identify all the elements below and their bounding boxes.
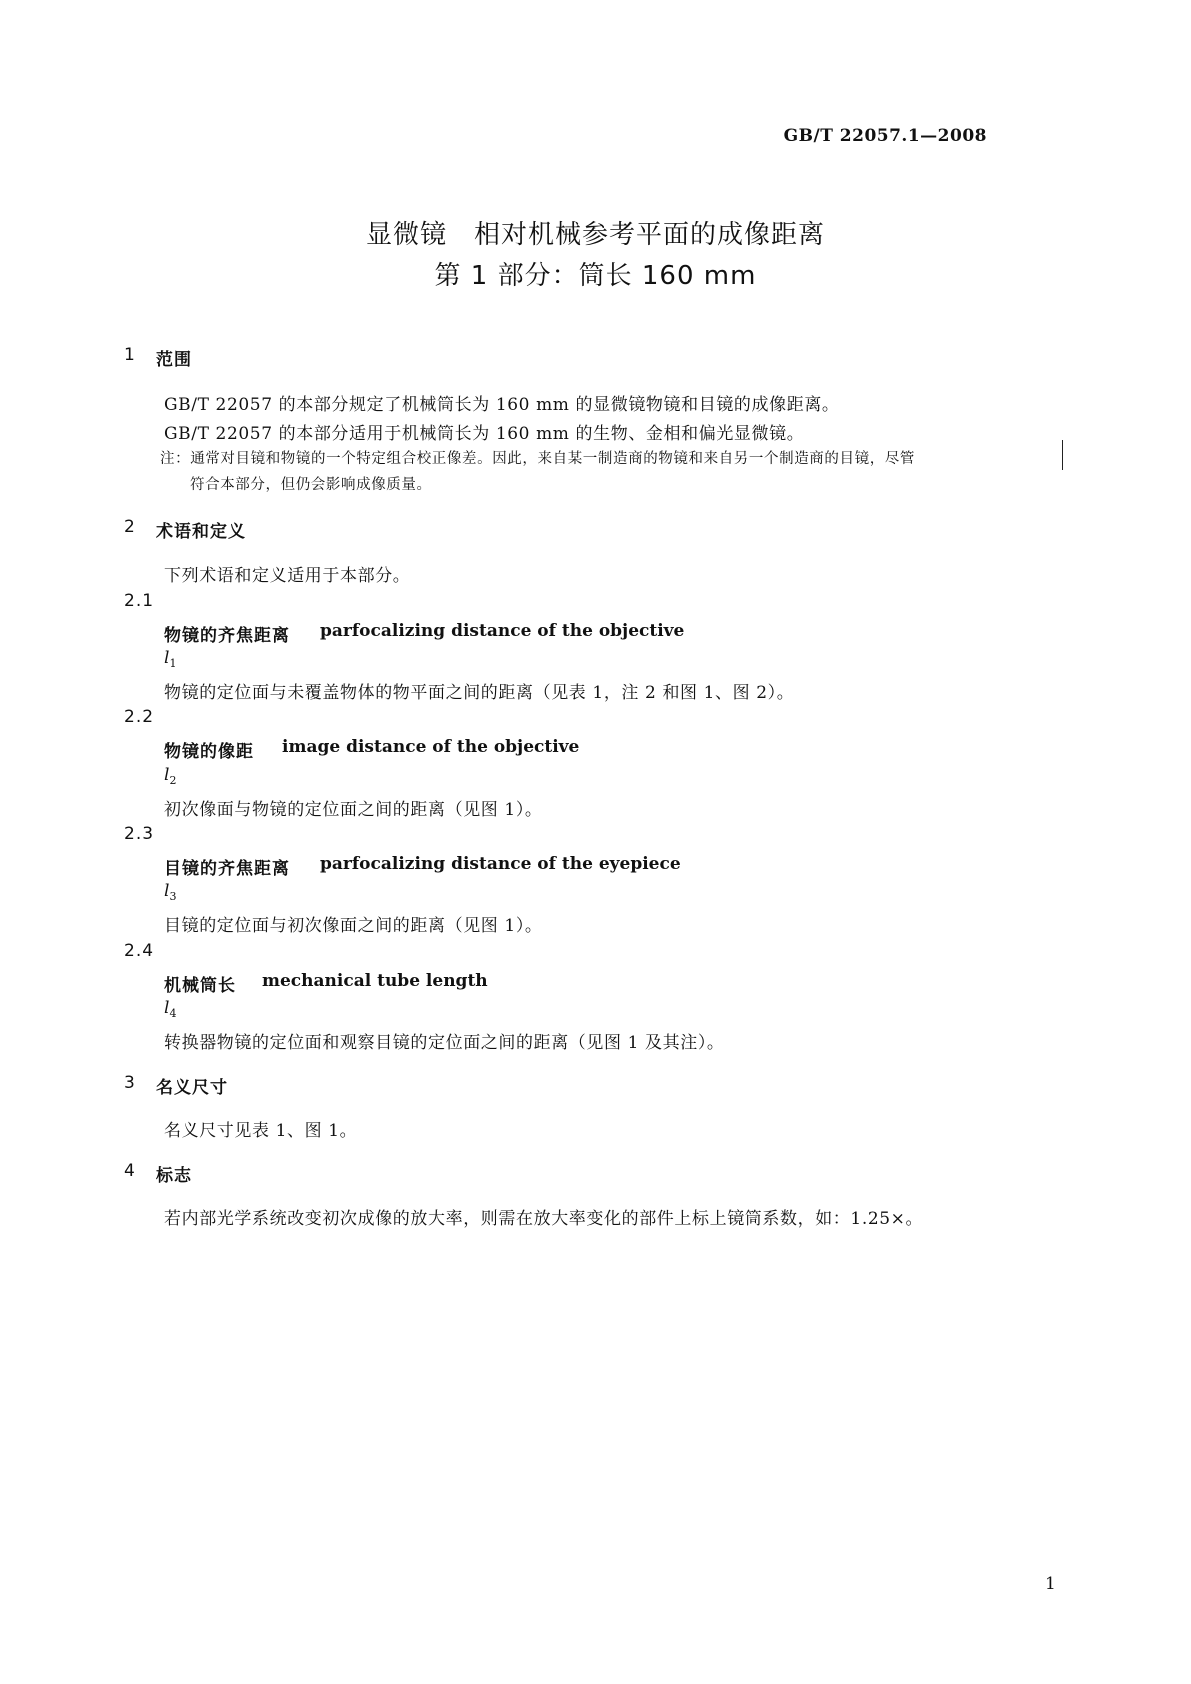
- term-2-1-definition: 物镜的定位面与未覆盖物体的物平面之间的距离（见表 1，注 2 和图 1、图 2）。: [164, 683, 795, 703]
- section-1-paragraph-1: GB/T 22057 的本部分规定了机械筒长为 160 mm 的显微镜物镜和目镜的成像距离。: [164, 395, 840, 415]
- section-1-paragraph-2: GB/T 22057 的本部分适用于机械筒长为 160 mm 的生物、金相和偏光显微镜。: [164, 424, 805, 444]
- symbol-letter: l: [164, 881, 170, 901]
- section-2-intro: 下列术语和定义适用于本部分。: [164, 566, 411, 586]
- term-2-1-english: parfocalizing distance of the objective: [320, 621, 685, 641]
- section-1-number: 1: [124, 345, 136, 365]
- section-1-note-line-1: 注：通常对目镜和物镜的一个特定组合校正像差。因此，来自某一制造商的物镜和来自另一个制造商的目镜，尽管: [160, 451, 915, 467]
- section-3-paragraph: 名义尺寸见表 1、图 1。: [164, 1121, 358, 1141]
- symbol-subscript: 2: [169, 774, 177, 787]
- section-2-number: 2: [124, 517, 136, 537]
- term-2-3-english: parfocalizing distance of the eyepiece: [320, 854, 681, 874]
- term-2-2-definition: 初次像面与物镜的定位面之间的距离（见图 1）。: [164, 800, 543, 820]
- section-2-title: 术语和定义: [156, 522, 246, 542]
- section-4-number: 4: [124, 1161, 136, 1181]
- symbol-subscript: 1: [169, 657, 177, 670]
- term-2-4-number: 2.4: [124, 941, 155, 961]
- term-2-4-english: mechanical tube length: [262, 971, 488, 991]
- section-1-note-line-2: 符合本部分，但仍会影响成像质量。: [190, 477, 432, 493]
- term-2-4-definition: 转换器物镜的定位面和观察目镜的定位面之间的距离（见图 1 及其注）。: [164, 1033, 725, 1053]
- term-2-1-chinese: 物镜的齐焦距离: [164, 626, 290, 646]
- symbol-letter: l: [164, 998, 170, 1018]
- term-2-3-number: 2.3: [124, 824, 155, 844]
- change-bar: [1062, 440, 1063, 470]
- term-2-2-chinese: 物镜的像距: [164, 742, 254, 762]
- term-2-4-symbol: [164, 998, 176, 1020]
- term-2-2-number: 2.2: [124, 707, 155, 727]
- term-2-3-symbol: [164, 881, 176, 903]
- section-3-title: 名义尺寸: [156, 1078, 228, 1098]
- symbol-subscript: 3: [169, 890, 177, 903]
- term-2-3-chinese: 目镜的齐焦距离: [164, 859, 290, 879]
- section-4-paragraph: 若内部光学系统改变初次成像的放大率，则需在放大率变化的部件上标上镜筒系数，如：1.25×。: [164, 1209, 924, 1229]
- term-2-1-number: 2.1: [124, 591, 155, 611]
- symbol-subscript: 4: [169, 1007, 177, 1020]
- symbol-letter: l: [164, 765, 170, 785]
- section-4-title: 标志: [156, 1166, 192, 1186]
- symbol-letter: l: [164, 648, 170, 668]
- term-2-2-symbol: [164, 765, 176, 787]
- term-2-3-definition: 目镜的定位面与初次像面之间的距离（见图 1）。: [164, 916, 543, 936]
- page-title-line1: 显微镜 相对机械参考平面的成像距离: [365, 220, 825, 250]
- standard-number: GB/T 22057.1—2008: [783, 126, 987, 146]
- term-2-1-symbol: [164, 648, 176, 670]
- section-3-number: 3: [124, 1073, 136, 1093]
- term-2-4-chinese: 机械筒长: [164, 976, 236, 996]
- section-1-title: 范围: [156, 350, 192, 370]
- page-number: 1: [1045, 1574, 1056, 1594]
- page-title-line2: 第 1 部分：筒长 160 mm: [434, 261, 757, 291]
- term-2-2-english: image distance of the objective: [282, 737, 580, 757]
